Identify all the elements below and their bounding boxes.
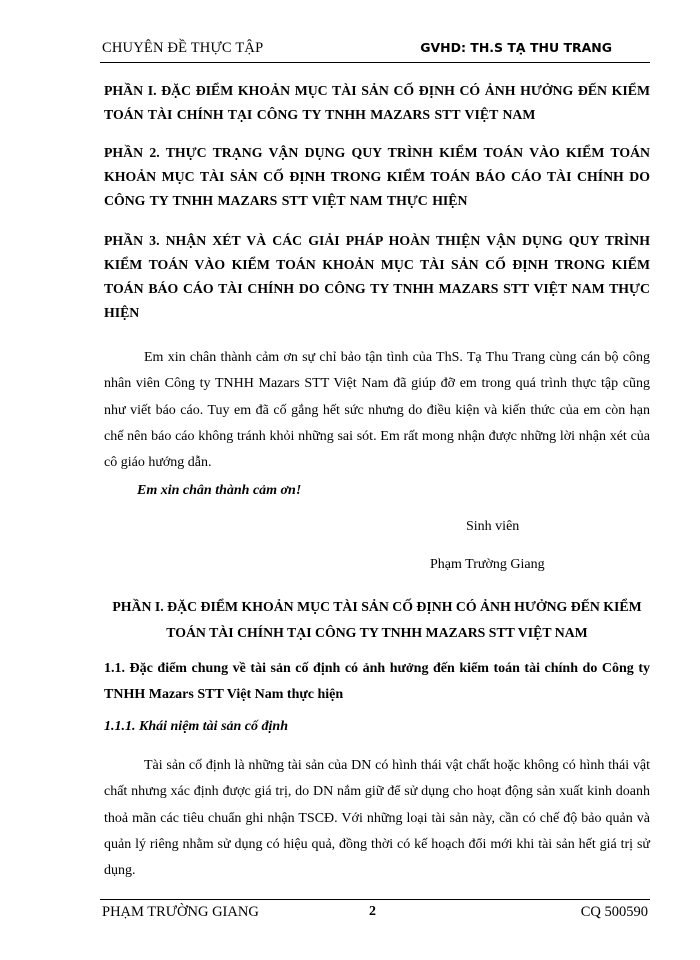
page-number: 2 (369, 904, 376, 919)
closing-line: Em xin chân thành cảm ơn! (137, 483, 302, 498)
header-course-title: CHUYÊN ĐỀ THỰC TẬP (102, 40, 264, 56)
signature-name: Phạm Trường Giang (430, 557, 545, 572)
header-supervisor: GVHD: TH.S TẠ THU TRANG (420, 40, 612, 55)
definition-paragraph: Tài sản cố định là những tài sản của DN có hình thái vật chất hoặc không có hình thái vật chất nhưng xác định được giá trị, do DN nắm giữ để sử dụng cho hoạt động sản xuất kinh doanh thoả mãn các tiêu chuẩn ghi nhận TSCĐ. Với những loại tài sản này, cần có chế độ bảo quản và quản lý riêng nhằm sử dụng có hiệu quả, đồng thời có kế hoạch đổi mới khi tài sản hết giá trị sử dụng. (104, 758, 650, 879)
section-title: PHẦN I. ĐẶC ĐIỂM KHOẢN MỤC TÀI SẢN CỐ ĐỊNH CÓ ẢNH HƯỞNG ĐẾN KIỂM TOÁN TÀI CHÍNH TẠI CÔNG TY TNHH MAZARS STT VIỆT NAM (112, 599, 642, 640)
thanks-paragraph: Em xin chân thành cảm ơn sự chỉ bảo tận tình của ThS. Tạ Thu Trang cùng cán bộ công nhân viên Công ty TNHH Mazars STT Việt Nam đã giúp đỡ em trong quá trình thực tập cũng như viết báo cáo. Tuy em đã cố gắng hết sức nhưng do điều kiện và kiến thức của em còn hạn chế nên báo cáo không tránh khỏi những sai sót. Em rất mong nhận được những lời nhận xét của cô giáo hướng dẫn. (104, 350, 650, 471)
subsection-heading: 1.1. Đặc điểm chung về tài sản cố định có ảnh hưởng đến kiểm toán tài chính do Công ty TNHH Mazars STT Việt Nam thực hiện (104, 661, 650, 702)
toc-part-3: PHẦN 3. NHẬN XÉT VÀ CÁC GIẢI PHÁP HOÀN THIỆN VẬN DỤNG QUY TRÌNH KIỂM TOÁN VÀO KIỂM TOÁN KHOẢN MỤC TÀI SẢN CỐ ĐỊNH TRONG KIỂM TOÁN BÁO CÁO TÀI CHÍNH DO CÔNG TY TNHH MAZARS STT VIỆT NAM THỰC HIỆN (104, 233, 650, 320)
header-rule (100, 62, 650, 63)
footer-student-id: CQ 500590 (580, 904, 648, 920)
toc-part-1: PHẦN I. ĐẶC ĐIỂM KHOẢN MỤC TÀI SẢN CỐ ĐỊNH CÓ ẢNH HƯỞNG ĐẾN KIỂM TOÁN TÀI CHÍNH TẠI CÔNG TY TNHH MAZARS STT VIỆT NAM (104, 83, 650, 122)
subsubsection-heading: 1.1.1. Khái niệm tài sản cố định (104, 719, 288, 734)
toc-part-2: PHẦN 2. THỰC TRẠNG VẬN DỤNG QUY TRÌNH KIỂM TOÁN VÀO KIỂM TOÁN KHOẢN MỤC TÀI SẢN CỐ ĐỊNH TRONG KIỂM TOÁN BÁO CÁO TÀI CHÍNH DO CÔNG TY TNHH MAZARS STT VIỆT NAM THỰC HIỆN (104, 145, 650, 208)
footer-author: PHẠM TRƯỜNG GIANG (102, 904, 259, 920)
footer-rule (100, 899, 650, 900)
signature-role: Sinh viên (466, 519, 520, 534)
